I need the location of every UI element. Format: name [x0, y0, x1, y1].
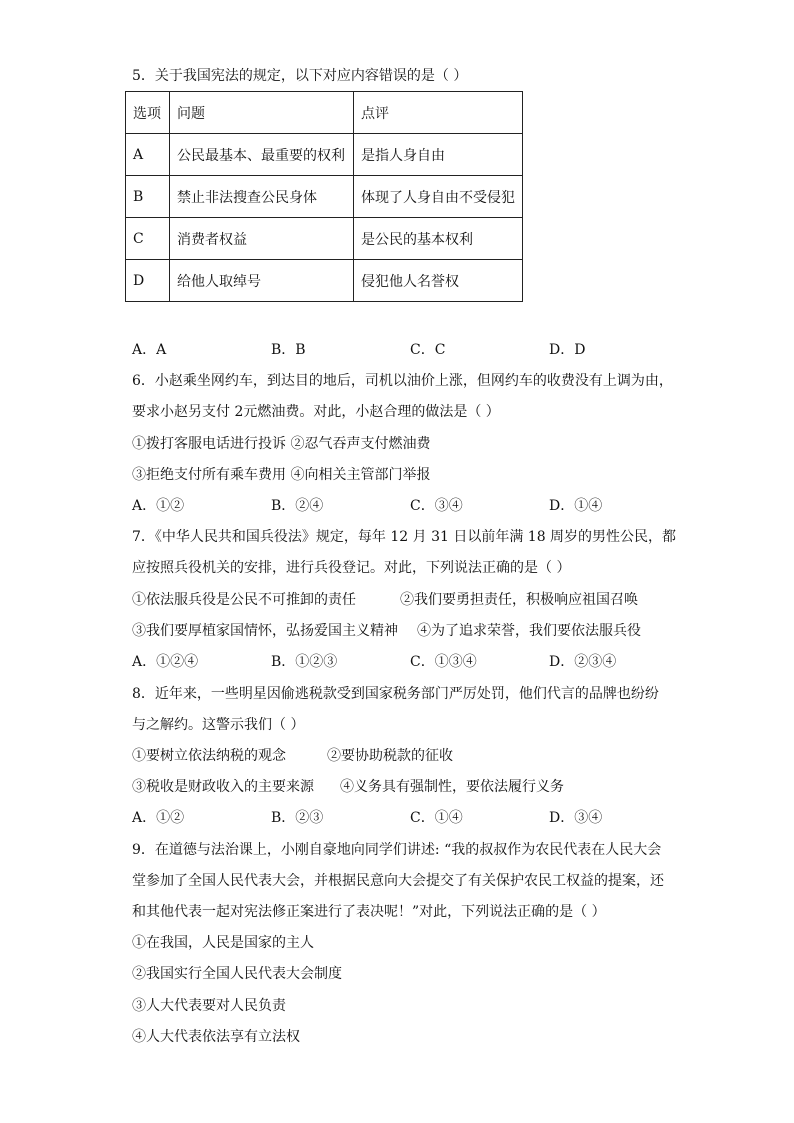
- table-row: [126, 218, 523, 260]
- q9-statement-line: ①在我国，人民是国家的主人: [132, 935, 314, 951]
- q7-option-a: A．①②④: [132, 654, 199, 670]
- q7-option-c: C．①③④: [410, 654, 477, 670]
- q5-table: [125, 91, 523, 302]
- table-cell: 公民最基本、最重要的权利: [170, 134, 354, 176]
- q6-stem-line: 要求小赵另支付 2元燃油费。对此，小赵合理的做法是（ ）: [132, 404, 500, 420]
- table-cell: 消费者权益: [170, 218, 354, 260]
- table-row: [126, 260, 523, 302]
- q7-stem-line: 应按照兵役机关的安排，进行兵役登记。对此，下列说法正确的是（ ）: [132, 560, 571, 576]
- table-cell: C: [126, 218, 170, 260]
- q8-option-b: B．②③: [271, 810, 324, 826]
- q6-option-b: B．②④: [271, 498, 324, 514]
- table-cell: B: [126, 176, 170, 218]
- table-header-cell: 选项: [126, 92, 170, 134]
- q8-option-c: C．①④: [410, 810, 463, 826]
- q6-statement-line: ①拨打客服电话进行投诉 ②忍气吞声支付燃油费: [132, 436, 431, 452]
- q8-statement: ②要协助税款的征收: [327, 748, 453, 764]
- table-cell: 给他人取绰号: [170, 260, 354, 302]
- table-header-row: [126, 92, 523, 134]
- q5-option-a: A．A: [132, 342, 167, 358]
- q9-stem-line: 堂参加了全国人民代表大会，并根据民意向大会提交了有关保护农民工权益的提案，还: [132, 873, 664, 889]
- q9-stem-line: 和其他代表一起对宪法修正案进行了表决呢！”对此，下列说法正确的是（ ）: [132, 904, 606, 920]
- q6-statement-line: ③拒绝支付所有乘车费用 ④向相关主管部门举报: [132, 467, 431, 483]
- table-header-cell: 点评: [354, 92, 523, 134]
- table-header-cell: 问题: [170, 92, 354, 134]
- q6-option-c: C．③④: [410, 498, 463, 514]
- table-row: [126, 176, 523, 218]
- q5-stem: 5．关于我国宪法的规定，以下对应内容错误的是（ ）: [132, 68, 468, 84]
- q7-option-d: D．②③④: [549, 654, 617, 670]
- table-cell: 是指人身自由: [354, 134, 523, 176]
- q6-option-d: D．①④: [549, 498, 603, 514]
- q8-stem-line: 与之解约。这警示我们（ ）: [132, 717, 305, 733]
- q5-option-d: D．D: [549, 342, 586, 358]
- q9-statement-line: ④人大代表依法享有立法权: [132, 1029, 300, 1045]
- table-cell: A: [126, 134, 170, 176]
- q5-option-b: B．B: [271, 342, 306, 358]
- q8-option-a: A．①②: [132, 810, 185, 826]
- q8-stem-line: 8．近年来，一些明星因偷逃税款受到国家税务部门严厉处罚，他们代言的品牌也纷纷: [132, 686, 659, 702]
- q7-statement: ③我们要厚植家国情怀，弘扬爱国主义精神: [132, 623, 398, 639]
- q7-statement: ④为了追求荣誉，我们要依法服兵役: [417, 623, 641, 639]
- table-cell: 禁止非法搜查公民身体: [170, 176, 354, 218]
- table-row: [126, 134, 523, 176]
- q6-stem-line: 6．小赵乘坐网约车，到达目的地后，司机以油价上涨，但网约车的收费没有上调为由，: [132, 373, 673, 389]
- table-cell: D: [126, 260, 170, 302]
- table-cell: 体现了人身自由不受侵犯: [354, 176, 523, 218]
- q8-statement: ③税收是财政收入的主要来源: [132, 779, 314, 795]
- q7-option-b: B．①②③: [271, 654, 338, 670]
- q7-stem-line: 7．《中华人民共和国兵役法》规定，每年 12 月 31 日以前年满 18 周岁的男性公民，都: [132, 529, 677, 545]
- q7-statement: ②我们要勇担责任，积极响应祖国召唤: [400, 592, 638, 608]
- table-cell: 侵犯他人名誉权: [354, 260, 523, 302]
- q6-option-a: A．①②: [132, 498, 185, 514]
- q5-option-c: C．C: [410, 342, 446, 358]
- table-cell: 是公民的基本权利: [354, 218, 523, 260]
- q8-option-d: D．③④: [549, 810, 603, 826]
- q7-statement: ①依法服兵役是公民不可推卸的责任: [132, 592, 356, 608]
- q8-statement: ④义务具有强制性，要依法履行义务: [340, 779, 564, 795]
- q9-statement-line: ③人大代表要对人民负责: [132, 998, 286, 1014]
- q9-statement-line: ②我国实行全国人民代表大会制度: [132, 966, 342, 982]
- q9-stem-line: 9．在道德与法治课上，小刚自豪地向同学们讲述: “我的叔叔作为农民代表在人民大会: [132, 842, 662, 858]
- q8-statement: ①要树立依法纳税的观念: [132, 748, 286, 764]
